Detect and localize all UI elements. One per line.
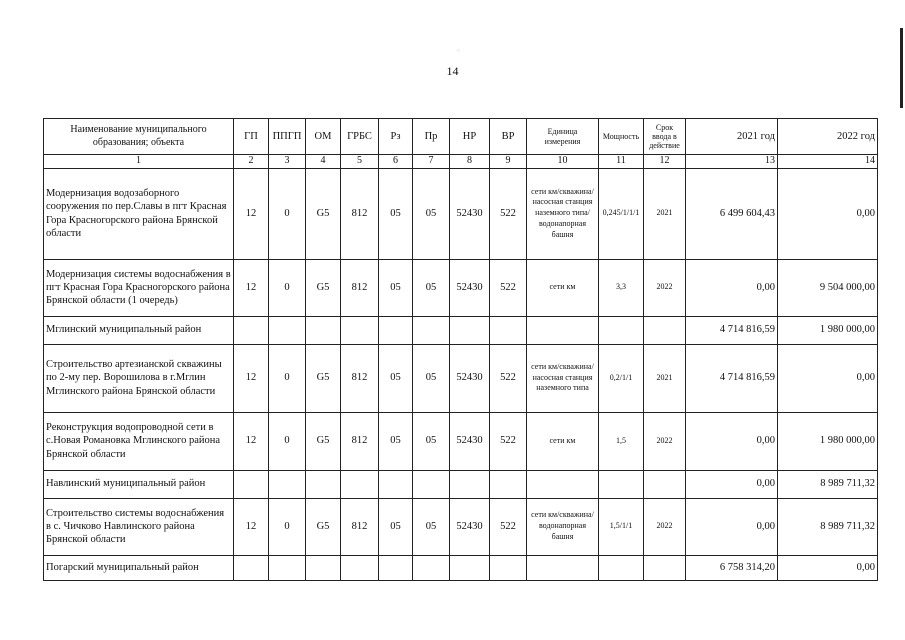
row-pr: 05 xyxy=(413,498,450,555)
row-power xyxy=(599,555,644,580)
column-number: 11 xyxy=(599,155,644,169)
header-grbs: ГРБС xyxy=(341,119,379,155)
row-pr xyxy=(413,555,450,580)
row-rz: 05 xyxy=(379,498,413,555)
row-grbs: 812 xyxy=(341,498,379,555)
row-grbs xyxy=(341,555,379,580)
row-power: 0,2/1/1 xyxy=(599,344,644,412)
row-amount-2021: 0,00 xyxy=(686,470,778,498)
row-amount-2022: 8 989 711,32 xyxy=(778,498,878,555)
row-gp xyxy=(234,470,269,498)
row-gp: 12 xyxy=(234,259,269,316)
row-grbs xyxy=(341,470,379,498)
table-row xyxy=(44,344,878,412)
table-row xyxy=(44,555,878,580)
table-row xyxy=(44,498,878,555)
row-power: 1,5/1/1 xyxy=(599,498,644,555)
row-rz: 05 xyxy=(379,168,413,259)
row-amount-2021: 0,00 xyxy=(686,259,778,316)
row-unit xyxy=(527,470,599,498)
row-grbs: 812 xyxy=(341,412,379,470)
row-vr: 522 xyxy=(490,412,527,470)
row-name: Реконструкция водопроводной сети в с.Новая Романовка Мглинского района Брянской области xyxy=(44,412,234,470)
row-name: Модернизация системы водоснабжения в пгт Красная Гора Красногорского района Брянской области (1 очередь) xyxy=(44,259,234,316)
row-nr xyxy=(450,555,490,580)
row-rz: 05 xyxy=(379,259,413,316)
column-number: 6 xyxy=(379,155,413,169)
row-vr: 522 xyxy=(490,344,527,412)
row-om: G5 xyxy=(306,168,341,259)
row-pr: 05 xyxy=(413,168,450,259)
header-nr: НР xyxy=(450,119,490,155)
header-rz: Рз xyxy=(379,119,413,155)
header-power: Мощность xyxy=(599,119,644,155)
row-name: Строительство артезианской скважины по 2-му пер. Ворошилова в г.Мглин Мглинского района Брянской области xyxy=(44,344,234,412)
row-ppgp: 0 xyxy=(269,498,306,555)
row-grbs: 812 xyxy=(341,344,379,412)
header-2021: 2021 год xyxy=(686,119,778,155)
row-gp: 12 xyxy=(234,412,269,470)
row-power xyxy=(599,470,644,498)
row-amount-2022: 1 980 000,00 xyxy=(778,316,878,344)
row-ppgp: 0 xyxy=(269,259,306,316)
row-nr: 52430 xyxy=(450,168,490,259)
row-om xyxy=(306,316,341,344)
row-unit: сети км/скважина/насосная станция наземного типа/водонапорная башня xyxy=(527,168,599,259)
column-number: 13 xyxy=(686,155,778,169)
row-om: G5 xyxy=(306,498,341,555)
row-nr: 52430 xyxy=(450,498,490,555)
row-om: G5 xyxy=(306,412,341,470)
table-row xyxy=(44,168,878,259)
row-power: 3,3 xyxy=(599,259,644,316)
row-grbs: 812 xyxy=(341,168,379,259)
row-pr: 05 xyxy=(413,344,450,412)
row-om xyxy=(306,555,341,580)
row-om: G5 xyxy=(306,344,341,412)
row-unit xyxy=(527,555,599,580)
row-amount-2022: 1 980 000,00 xyxy=(778,412,878,470)
row-power xyxy=(599,316,644,344)
row-ppgp xyxy=(269,470,306,498)
row-ppgp: 0 xyxy=(269,412,306,470)
row-pr: 05 xyxy=(413,412,450,470)
row-unit: сети км/скважина/насосная станция наземного типа xyxy=(527,344,599,412)
budget-table xyxy=(43,118,878,581)
row-amount-2022: 0,00 xyxy=(778,344,878,412)
row-rz xyxy=(379,555,413,580)
row-nr: 52430 xyxy=(450,344,490,412)
row-amount-2021: 6 499 604,43 xyxy=(686,168,778,259)
row-name: Навлинский муниципальный район xyxy=(44,470,234,498)
row-om xyxy=(306,470,341,498)
row-amount-2022: 0,00 xyxy=(778,168,878,259)
table-row xyxy=(44,259,878,316)
row-gp: 12 xyxy=(234,498,269,555)
row-pr xyxy=(413,470,450,498)
row-rz: 05 xyxy=(379,412,413,470)
header-term: Срок ввода в действие xyxy=(644,119,686,155)
page-number: 14 xyxy=(446,64,459,78)
row-name: Мглинский муниципальный район xyxy=(44,316,234,344)
row-term xyxy=(644,555,686,580)
row-pr: 05 xyxy=(413,259,450,316)
row-nr: 52430 xyxy=(450,412,490,470)
row-ppgp: 0 xyxy=(269,168,306,259)
row-amount-2022: 8 989 711,32 xyxy=(778,470,878,498)
row-name: Строительство системы водоснабжения в с. Чичково Навлинского района Брянской области xyxy=(44,498,234,555)
row-vr: 522 xyxy=(490,259,527,316)
column-number: 1 xyxy=(44,155,234,169)
row-term: 2022 xyxy=(644,259,686,316)
row-vr: 522 xyxy=(490,168,527,259)
row-ppgp xyxy=(269,555,306,580)
row-unit: сети км xyxy=(527,259,599,316)
column-number-row xyxy=(44,155,878,169)
row-nr xyxy=(450,316,490,344)
row-gp: 12 xyxy=(234,168,269,259)
row-rz xyxy=(379,470,413,498)
column-number: 12 xyxy=(644,155,686,169)
row-grbs: 812 xyxy=(341,259,379,316)
header-om: ОМ xyxy=(306,119,341,155)
row-vr xyxy=(490,316,527,344)
row-unit: сети км xyxy=(527,412,599,470)
table-header-row xyxy=(44,119,878,155)
column-number: 3 xyxy=(269,155,306,169)
header-2022: 2022 год xyxy=(778,119,878,155)
row-ppgp: 0 xyxy=(269,344,306,412)
row-om: G5 xyxy=(306,259,341,316)
row-amount-2021: 4 714 816,59 xyxy=(686,344,778,412)
row-ppgp xyxy=(269,316,306,344)
column-number: 10 xyxy=(527,155,599,169)
table-row xyxy=(44,470,878,498)
row-gp xyxy=(234,316,269,344)
row-unit xyxy=(527,316,599,344)
row-power: 1,5 xyxy=(599,412,644,470)
column-number: 14 xyxy=(778,155,878,169)
row-term: 2021 xyxy=(644,344,686,412)
row-amount-2022: 9 504 000,00 xyxy=(778,259,878,316)
column-number: 9 xyxy=(490,155,527,169)
row-amount-2021: 0,00 xyxy=(686,498,778,555)
table-row xyxy=(44,316,878,344)
row-term xyxy=(644,316,686,344)
row-nr xyxy=(450,470,490,498)
row-term xyxy=(644,470,686,498)
row-pr xyxy=(413,316,450,344)
column-number: 4 xyxy=(306,155,341,169)
column-number: 7 xyxy=(413,155,450,169)
row-amount-2022: 0,00 xyxy=(778,555,878,580)
row-unit: сети км/скважина/водонапорная башня xyxy=(527,498,599,555)
header-ppgp: ППГП xyxy=(269,119,306,155)
row-vr xyxy=(490,470,527,498)
row-amount-2021: 4 714 816,59 xyxy=(686,316,778,344)
row-term: 2022 xyxy=(644,498,686,555)
row-rz xyxy=(379,316,413,344)
row-rz: 05 xyxy=(379,344,413,412)
row-amount-2021: 6 758 314,20 xyxy=(686,555,778,580)
header-unit: Единица измерения xyxy=(527,119,599,155)
row-name: Погарский муниципальный район xyxy=(44,555,234,580)
row-name: Модернизация водозаборного сооружения по пер.Славы в пгт Красная Гора Красногорского района Брянской области xyxy=(44,168,234,259)
table-row xyxy=(44,412,878,470)
row-power: 0,245/1/1/1 xyxy=(599,168,644,259)
header-pr: Пр xyxy=(413,119,450,155)
column-number: 8 xyxy=(450,155,490,169)
column-number: 2 xyxy=(234,155,269,169)
header-name: Наименование муниципального образования; объекта xyxy=(44,119,234,155)
column-number: 5 xyxy=(341,155,379,169)
scan-mark: ·: xyxy=(456,48,460,54)
header-gp: ГП xyxy=(234,119,269,155)
row-nr: 52430 xyxy=(450,259,490,316)
row-amount-2021: 0,00 xyxy=(686,412,778,470)
row-vr: 522 xyxy=(490,498,527,555)
row-vr xyxy=(490,555,527,580)
row-term: 2021 xyxy=(644,168,686,259)
row-gp xyxy=(234,555,269,580)
row-grbs xyxy=(341,316,379,344)
header-vr: ВР xyxy=(490,119,527,155)
row-gp: 12 xyxy=(234,344,269,412)
row-term: 2022 xyxy=(644,412,686,470)
